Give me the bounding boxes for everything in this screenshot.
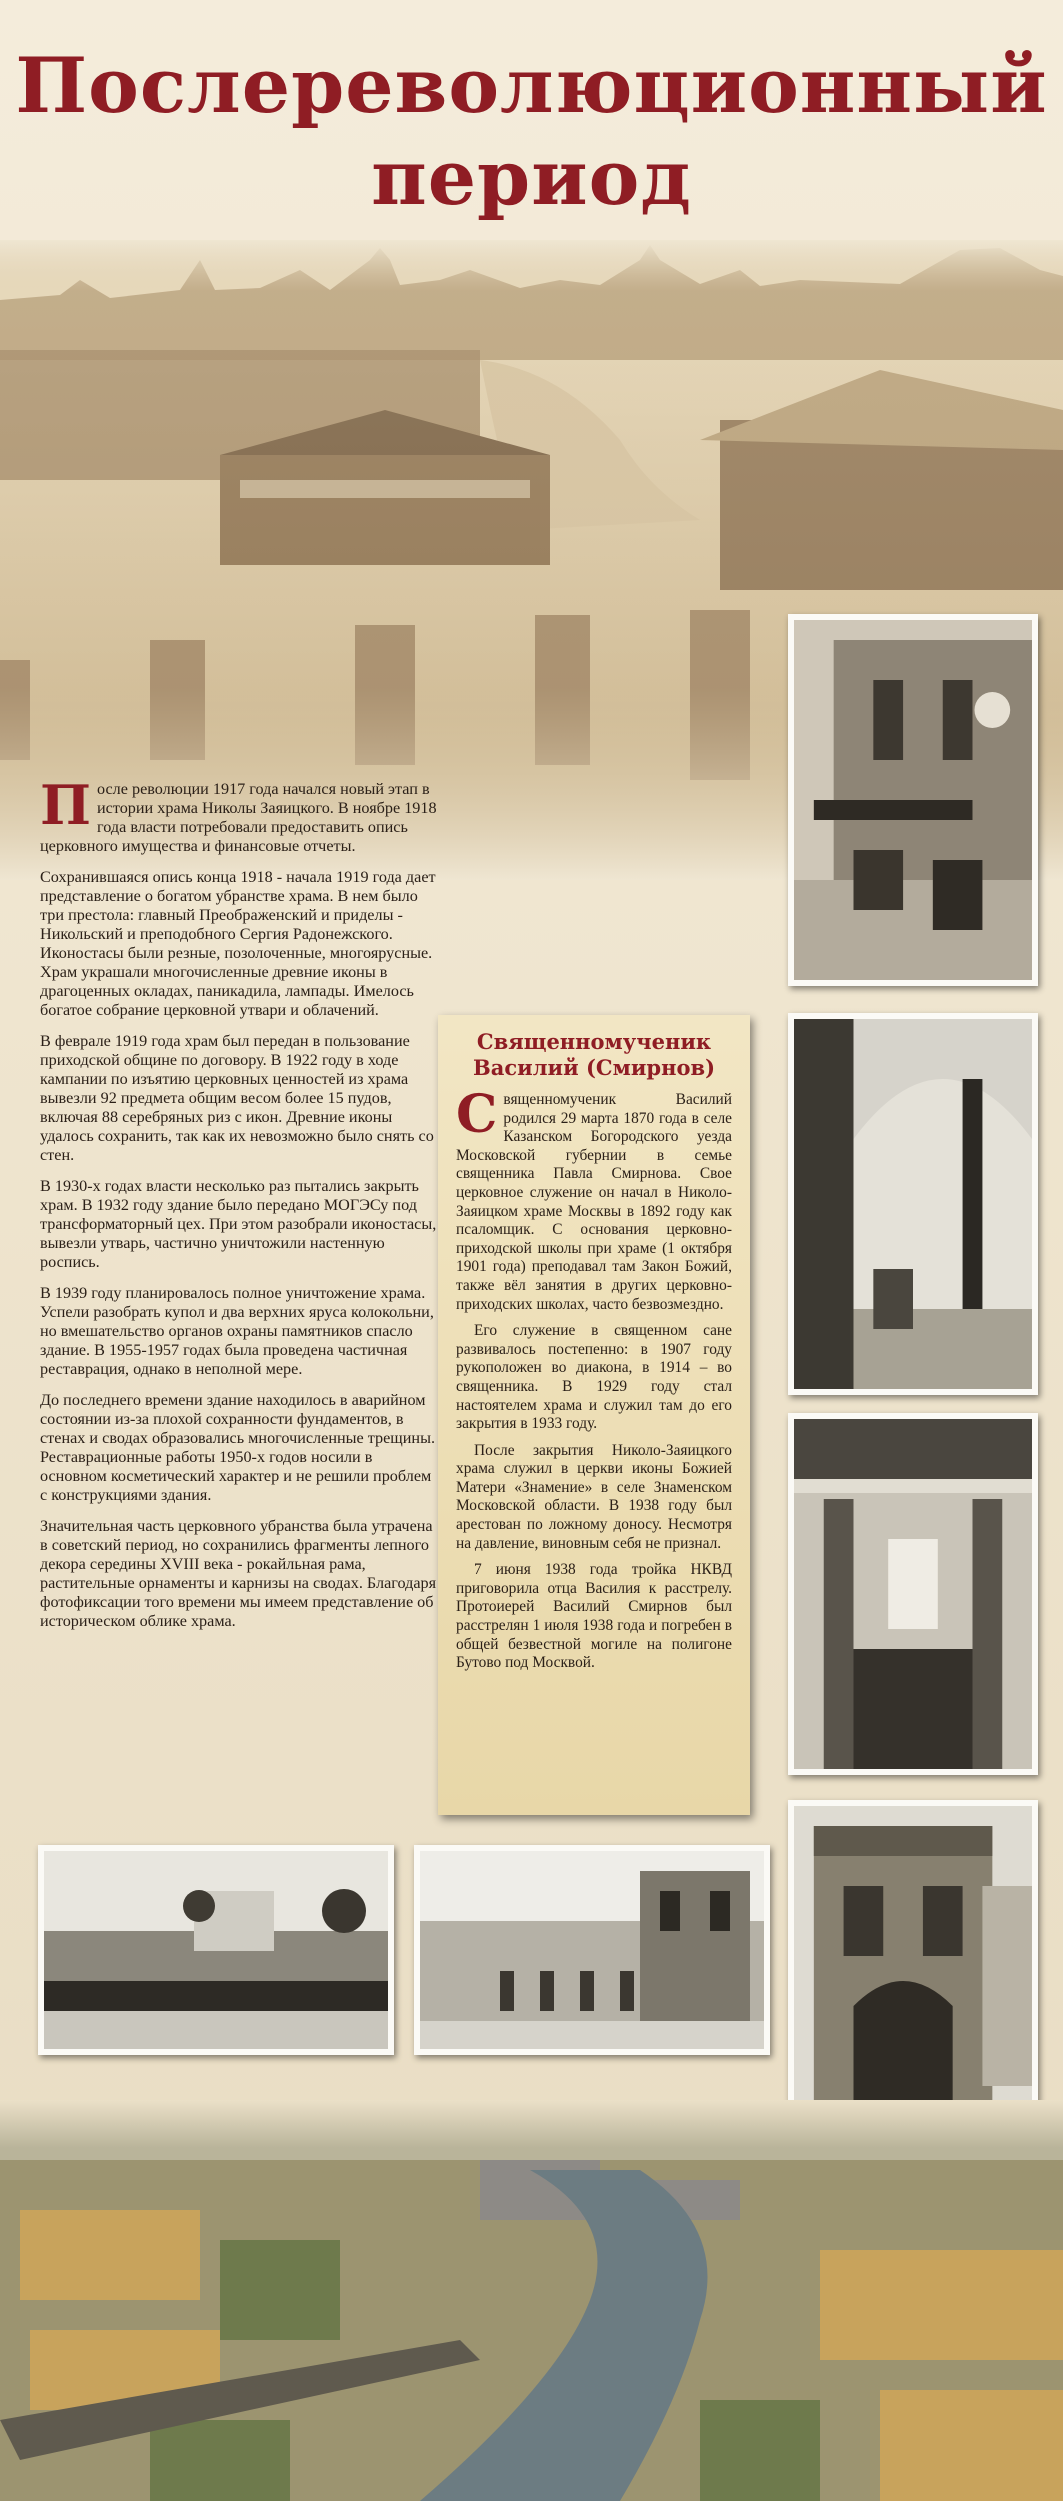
title-line-2: период xyxy=(371,133,692,222)
biography-title-line-2: Василий (Смирнов) xyxy=(472,1055,716,1080)
biography-paragraph-3: После закрытия Николо-Заяицкого храма служил в церкви иконы Божией Матери «Знамение» в селе Знаменском Московской области. В 1938 году был арестован по ложному доносу. Несмотря на давление, виновным себя не признал. xyxy=(456,1441,732,1552)
biography-dropcap: С xyxy=(456,1084,498,1145)
article-paragraph-4: В 1930-х годах власти несколько раз пытались закрыть храм. В 1932 году здание было передано МОГЭСу под трансформаторный цех. При этом разобрали иконостасы, вывезли утварь, частично уничтожили настенную роспись. xyxy=(40,1177,437,1271)
biography-box xyxy=(438,1015,750,1815)
main-article xyxy=(40,773,440,1643)
photo-street-view-2 xyxy=(414,1845,770,2055)
biography-title-line-1: Священномученик xyxy=(476,1029,712,1054)
biography-paragraph-4: 7 июня 1938 года тройка НКВД приговорила отца Василия к расстрелу. Протоиерей Василий Смирнов был расстрелян 1 июля 1938 года и погребен в общей безвестной могиле на полигоне Бутово под Москвой. xyxy=(456,1561,732,1672)
biography-paragraph-2: Его служение в священном сане развивалось постепенно: в 1907 году рукоположен во диакона, в 1914 – во священника. В 1929 году стал настоятелем храма и служил там до его закрытия в 1933 году. xyxy=(456,1322,732,1433)
photo-street-view-1 xyxy=(38,1845,394,2055)
article-paragraph-7: Значительная часть церковного убранства была утрачена в советский период, но сохранились фрагменты лепного декора середины XVIII века - рокайльная рама, растительные орнаменты и карнизы на сводах. Благодаря фотофиксации того времени мы имеем представление об историческом облике храма. xyxy=(40,1517,437,1630)
article-paragraph-2: Сохранившаяся опись конца 1918 - начала 1919 года дает представление о богатом убранстве храма. В нем было три престола: главный Преображенский и приделы - Никольский и преподобного Сергия Радонежского. Иконостасы были резные, позолоченные, многоярусные. Храм украшали многочисленные древние иконы в драгоценных окладах, паникадила, лампады. Имелось богатое собрание церковной утвари и облачений. xyxy=(40,868,436,1019)
biography-text xyxy=(456,1084,732,1673)
article-paragraph-1: После революции 1917 года начался новый этап в истории храма Николы Заяицкого. В ноябре 1918 года власти потребовали предоставить опись церковного имущества и финансовые отчеты. xyxy=(40,773,437,855)
title-line-1: Послереволюционный xyxy=(15,41,1048,130)
modern-moscow-panorama xyxy=(0,2100,1063,2501)
photo-church-interior-1 xyxy=(788,1013,1038,1395)
photo-church-interior-hall xyxy=(788,1413,1038,1775)
article-paragraph-6: До последнего времени здание находилось в аварийном состоянии из-за плохой сохранности фундаментов, в стенах и сводах образовались многочисленные трещины. Реставрационные работы 1950-х годов носили в основном косметический характер и не решили проблем с конструкциями здания. xyxy=(40,1391,436,1504)
biography-paragraph-1: Священномученик Василий родился 29 марта 1870 года в селе Казанском Богородского уезда Московской губернии в семье священника Павла Смирнова. Свое церковное служение он начал в Николо-Заяицком храме Москвы в 1892 году как псаломщик. С основания церковно-приходской школы при храме (1 октября 1901 года) преподавал там Закон Божий, также вёл занятия в других церковно-приходских школах, часто безвозмездно. xyxy=(456,1084,732,1313)
biography-title xyxy=(456,1029,732,1081)
article-paragraph-3: В феврале 1919 года храм был передан в пользование приходской общине по договору. В 1922 году в ходе кампании по изъятию церковных ценностей из храма вывезли 92 предмета общим весом более 15 пудов, включая 88 серебряных риз с икон. Древние иконы удалось сохранить, так как их невозможно было снять со стен. xyxy=(40,1032,434,1164)
article-paragraph-5: В 1939 году планировалось полное уничтожение храма. Успели разобрать купол и два верхних яруса колокольни, но вмешательство органов охраны памятников спасло здание. В 1955-1957 годах была проведена частичная реставрация, однако в неполной мере. xyxy=(40,1284,434,1378)
page-title xyxy=(0,40,1063,224)
photo-church-exterior-transformers xyxy=(788,614,1038,986)
article-dropcap: П xyxy=(40,773,91,837)
